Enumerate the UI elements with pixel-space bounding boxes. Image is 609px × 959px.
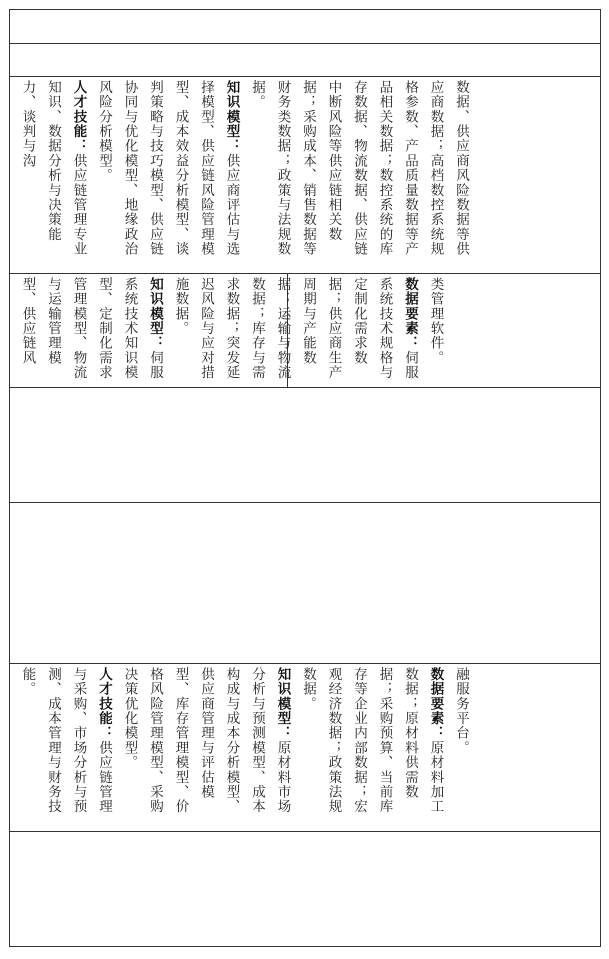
block3-model-text: 原材料市场分析与预测模型、成本构成与成本分析模型、供应商管理与评估模型、库存管理模型、价格风险管理模型、采购决策优化模型。 <box>121 667 291 814</box>
block3-model-heading: 知识模型： <box>274 667 291 741</box>
block3-intro: 融服务平台。 <box>453 667 469 756</box>
row-divider <box>9 43 601 44</box>
row-divider <box>9 76 601 77</box>
block1-skill-heading: 人才技能： <box>70 80 87 154</box>
row-divider <box>9 831 601 832</box>
table-cell-block3 <box>14 667 596 827</box>
block3-data-text: 原材料加工数据；原材料供需数据；采购预算、当前库存等企业内部数据；宏观经济数据；政策法规数据。 <box>300 667 444 814</box>
row-divider <box>9 502 601 503</box>
block3-skill-text: 供应链管理与采购、市场分析与预测、成本管理与财务技能。 <box>19 667 112 814</box>
block2-intro: 类管理软件。 <box>427 277 444 366</box>
block2-data-text: 伺服系统技术规格与定制化需求数据；供应商生产周期与产能数据；运输与物流数据；库存与需求数据；突发延迟风险与应对措施数据。 <box>172 277 418 380</box>
table-cell-block2 <box>14 277 596 383</box>
block1-skill-text: 供应链管理专业知识、数据分析与决策能力、谈判与沟 <box>19 80 87 257</box>
table-cell-block1 <box>14 80 596 270</box>
block3-data-heading: 数据要素： <box>427 667 444 741</box>
block2-data-heading: 数据要素： <box>402 277 418 351</box>
block1-model-heading: 知识模型： <box>223 80 240 154</box>
row-divider <box>9 387 601 388</box>
block1-model-text: 供应商评估与选择模型、供应链风险管理模型、成本效益分析模型、谈判策略与技巧模型、供应链协同与优化模型、地缘政治风险分析模型。 <box>96 80 240 257</box>
row-divider <box>9 663 601 664</box>
row-divider <box>9 273 601 274</box>
block2-model-heading: 知识模型： <box>147 277 163 351</box>
block3-skill-heading: 人才技能： <box>96 667 112 741</box>
block2-model-text: 伺服系统技术知识模型、定制化需求管理模型、物流与运输管理模型、供应链风 <box>19 277 163 380</box>
block1-data-text: 数据、供应商风险数据等供应商数据；高档数控系统规格参数、产品质量数据等产品相关数据；数控系统的库存数据、物流数据、供应链中断风险等供应链相关数据；采购成本、销售数据等财务类数据；政策与法规数据。 <box>249 80 469 257</box>
